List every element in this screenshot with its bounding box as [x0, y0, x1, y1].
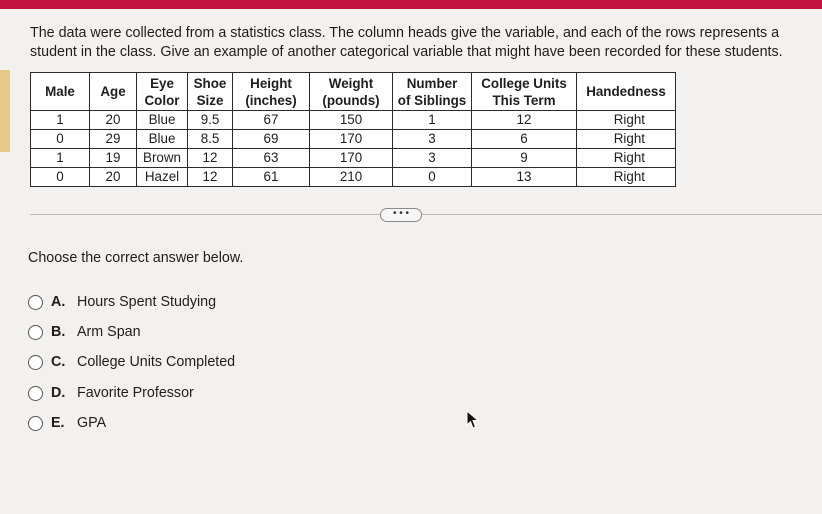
radio-button[interactable] [28, 325, 43, 340]
answer-option-d[interactable] [28, 383, 194, 403]
answer-option-e[interactable] [28, 413, 106, 433]
column-header: Eye Color [137, 73, 188, 111]
radio-button[interactable] [28, 416, 43, 431]
data-table [30, 72, 676, 187]
radio-button[interactable] [28, 295, 43, 310]
answer-option-a[interactable] [28, 292, 216, 312]
table-cell: Brown [137, 149, 188, 168]
table-row [31, 168, 676, 187]
option-letter: E. [51, 415, 65, 431]
column-header: Shoe Size [188, 73, 233, 111]
option-label: Arm Span [77, 324, 141, 340]
option-label: College Units Completed [77, 354, 236, 370]
table-cell: 170 [310, 149, 393, 168]
option-label: GPA [77, 415, 107, 431]
table-cell: 8.5 [188, 130, 233, 149]
table-cell: 1 [393, 111, 472, 130]
table-cell: Blue [137, 111, 188, 130]
table-row [31, 130, 676, 149]
table-cell: 6 [472, 130, 577, 149]
expand-more-button[interactable]: • • • [380, 208, 422, 222]
column-header: Number of Siblings [393, 73, 472, 111]
table-cell: 170 [310, 130, 393, 149]
column-header: Male [31, 73, 90, 111]
table-cell: 12 [472, 111, 577, 130]
table-cell: 9.5 [188, 111, 233, 130]
option-letter: A. [51, 294, 66, 310]
table-cell: 1 [31, 149, 90, 168]
table-cell: 13 [472, 168, 577, 187]
table-cell: 67 [233, 111, 310, 130]
table-cell: 0 [31, 168, 90, 187]
table-cell: 3 [393, 149, 472, 168]
option-letter: D. [51, 385, 66, 401]
top-accent-bar [0, 0, 822, 9]
question-text: The data were collected from a statistics class. The column heads give the variable, and each of the rows represents a student in the class. Give an example of another categorical variable that might have been recorded for these students. [30, 25, 783, 60]
table-cell: 12 [188, 149, 233, 168]
table-cell: Blue [137, 130, 188, 149]
option-label: Hours Spent Studying [77, 294, 217, 310]
table-cell: Right [577, 149, 676, 168]
table-cell: 20 [90, 111, 137, 130]
answer-prompt: Choose the correct answer below. [28, 250, 244, 266]
table-cell: 69 [233, 130, 310, 149]
table-cell: 1 [31, 111, 90, 130]
column-header: College Units This Term [472, 73, 577, 111]
radio-button[interactable] [28, 355, 43, 370]
table-cell: 61 [233, 168, 310, 187]
column-header: Height (inches) [233, 73, 310, 111]
table-cell: Right [577, 168, 676, 187]
answer-option-c[interactable] [28, 352, 235, 372]
table-cell: 150 [310, 111, 393, 130]
option-label: Favorite Professor [77, 385, 194, 401]
table-cell: 0 [393, 168, 472, 187]
column-header: Handedness [577, 73, 676, 111]
table-cell: 63 [233, 149, 310, 168]
table-cell: 20 [90, 168, 137, 187]
table-cell: 29 [90, 130, 137, 149]
table-cell: 19 [90, 149, 137, 168]
table-header-row [31, 73, 676, 111]
table-cell: Right [577, 130, 676, 149]
radio-button[interactable] [28, 386, 43, 401]
mouse-pointer-icon [466, 410, 480, 430]
table-row [31, 149, 676, 168]
table-cell: 0 [31, 130, 90, 149]
table-cell: Right [577, 111, 676, 130]
section-divider [30, 214, 822, 215]
left-accent-strip [0, 70, 10, 152]
option-letter: C. [51, 354, 66, 370]
column-header: Age [90, 73, 137, 111]
answer-option-b[interactable] [28, 322, 141, 342]
table-cell: 210 [310, 168, 393, 187]
table-cell: Hazel [137, 168, 188, 187]
column-header: Weight (pounds) [310, 73, 393, 111]
table-cell: 9 [472, 149, 577, 168]
table-row [31, 111, 676, 130]
option-letter: B. [51, 324, 66, 340]
table-cell: 12 [188, 168, 233, 187]
table-cell: 3 [393, 130, 472, 149]
